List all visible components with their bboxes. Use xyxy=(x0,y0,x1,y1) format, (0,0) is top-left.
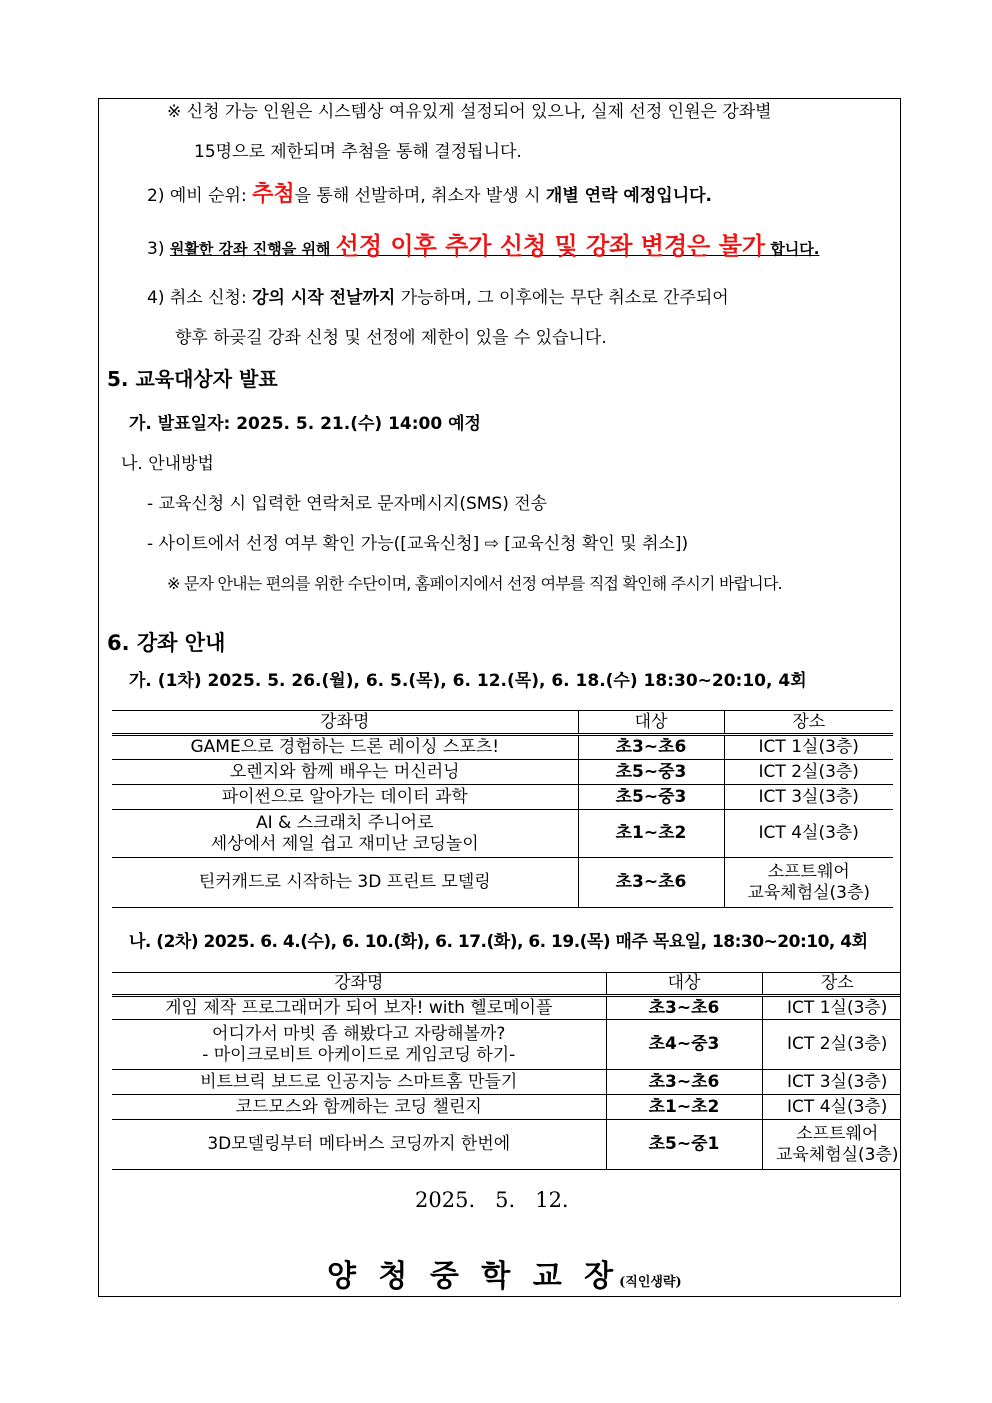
notice-item-4-line2: 향후 하곶길 강좌 신청 및 선정에 제한이 있을 수 있습니다. xyxy=(175,328,607,348)
method-note: ※ 문자 안내는 편의를 위한 수단이며, 홈페이지에서 선정 여부를 직접 확인해 주시기 바랍니다. xyxy=(167,574,782,593)
course-table-2 xyxy=(112,972,901,1170)
table-row: 틴커캐드로 시작하는 3D 프린트 모델링 초3~초6 소프트웨어 교육체험실(3층) xyxy=(112,858,893,908)
method-sms: - 교육신청 시 입력한 연락처로 문자메시지(SMS) 전송 xyxy=(147,494,548,514)
table-row: 비트브릭 보드로 인공지능 스마트홈 만들기 초3~초6 ICT 3실(3층) xyxy=(112,1070,901,1095)
table-header xyxy=(112,711,893,735)
header-place: 장소 xyxy=(762,973,901,996)
announce-date: 가. 발표일자: 2025. 5. 21.(수) 14:00 예정 xyxy=(129,414,481,434)
lottery-text: 추첨 xyxy=(252,182,295,207)
note-line2: 15명으로 제한되며 추첨을 통해 결정됩니다. xyxy=(194,142,522,162)
table-row: 어디가서 마빗 좀 해봤다고 자랑해볼까? - 마이크로비트 아케이드로 게임코딩 하기- 초4~중3 ICT 2실(3층) xyxy=(112,1020,901,1070)
table-row: 코드모스와 함께하는 코딩 챌린지 초1~초2 ICT 4실(3층) xyxy=(112,1095,901,1120)
document-frame xyxy=(98,98,901,1297)
header-target: 대상 xyxy=(606,973,762,996)
method-title: 나. 안내방법 xyxy=(121,454,214,474)
table-row: AI & 스크래치 주니어로 세상에서 제일 쉽고 재미난 코딩놀이 초1~초2 ICT 4실(3층) xyxy=(112,810,893,858)
seal-note: (직인생략) xyxy=(619,1275,682,1290)
document-date: 2025. 5. 12. xyxy=(415,1188,569,1212)
notice-item-4: 4) 취소 신청: 강의 시작 전날까지 가능하며, 그 이후에는 무단 취소로 간주되어 xyxy=(147,288,729,308)
session2-title: 나. (2차) 2025. 6. 4.(수), 6. 10.(화), 6. 17.(화), 6. 19.(목) 매주 목요일, 18:30~20:10, 4회 xyxy=(129,932,868,952)
course-table-1 xyxy=(112,710,893,908)
header-place: 장소 xyxy=(724,711,893,735)
note-line1: ※ 신청 가능 인원은 시스템상 여유있게 설정되어 있으나, 실제 선정 인원은 강좌별 xyxy=(167,102,772,122)
no-change-warning: 선정 이후 추가 신청 및 강좌 변경은 불가 xyxy=(335,232,766,260)
table-row: 오렌지와 함께 배우는 머신러닝 초5~중3 ICT 2실(3층) xyxy=(112,760,893,785)
header-target: 대상 xyxy=(578,711,724,735)
table-row: 파이썬으로 알아가는 데이터 과학 초5~중3 ICT 3실(3층) xyxy=(112,785,893,810)
table-header xyxy=(112,973,901,996)
table-row: GAME으로 경험하는 드론 레이싱 스포츠! 초3~초6 ICT 1실(3층) xyxy=(112,735,893,760)
method-site: - 사이트에서 선정 여부 확인 가능([교육신청] ⇨ [교육신청 확인 및 취소]) xyxy=(147,534,689,554)
session1-title: 가. (1차) 2025. 5. 26.(월), 6. 5.(목), 6. 12.(목), 6. 18.(수) 18:30~20:10, 4회 xyxy=(129,671,807,691)
section5-title: 5. 교육대상자 발표 xyxy=(107,367,278,391)
section6-title: 6. 강좌 안내 xyxy=(107,631,226,655)
header-course: 강좌명 xyxy=(112,711,578,735)
signer: 양 청 중 학 교 장(직인생략) xyxy=(327,1259,682,1294)
table-row: 게임 제작 프로그래머가 되어 보자! with 헬로메이플 초3~초6 ICT 1실(3층) xyxy=(112,996,901,1020)
notice-item-3: 3) 원활한 강좌 진행을 위해 선정 이후 추가 신청 및 강좌 변경은 불가 합니다. xyxy=(147,232,820,260)
header-course: 강좌명 xyxy=(112,973,606,996)
table-row: 3D모델링부터 메타버스 코딩까지 한번에 초5~중1 소프트웨어 교육체험실(3층) xyxy=(112,1120,901,1170)
notice-item-2: 2) 예비 순위: 추첨을 통해 선발하며, 취소자 발생 시 개별 연락 예정입니다. xyxy=(147,182,712,207)
